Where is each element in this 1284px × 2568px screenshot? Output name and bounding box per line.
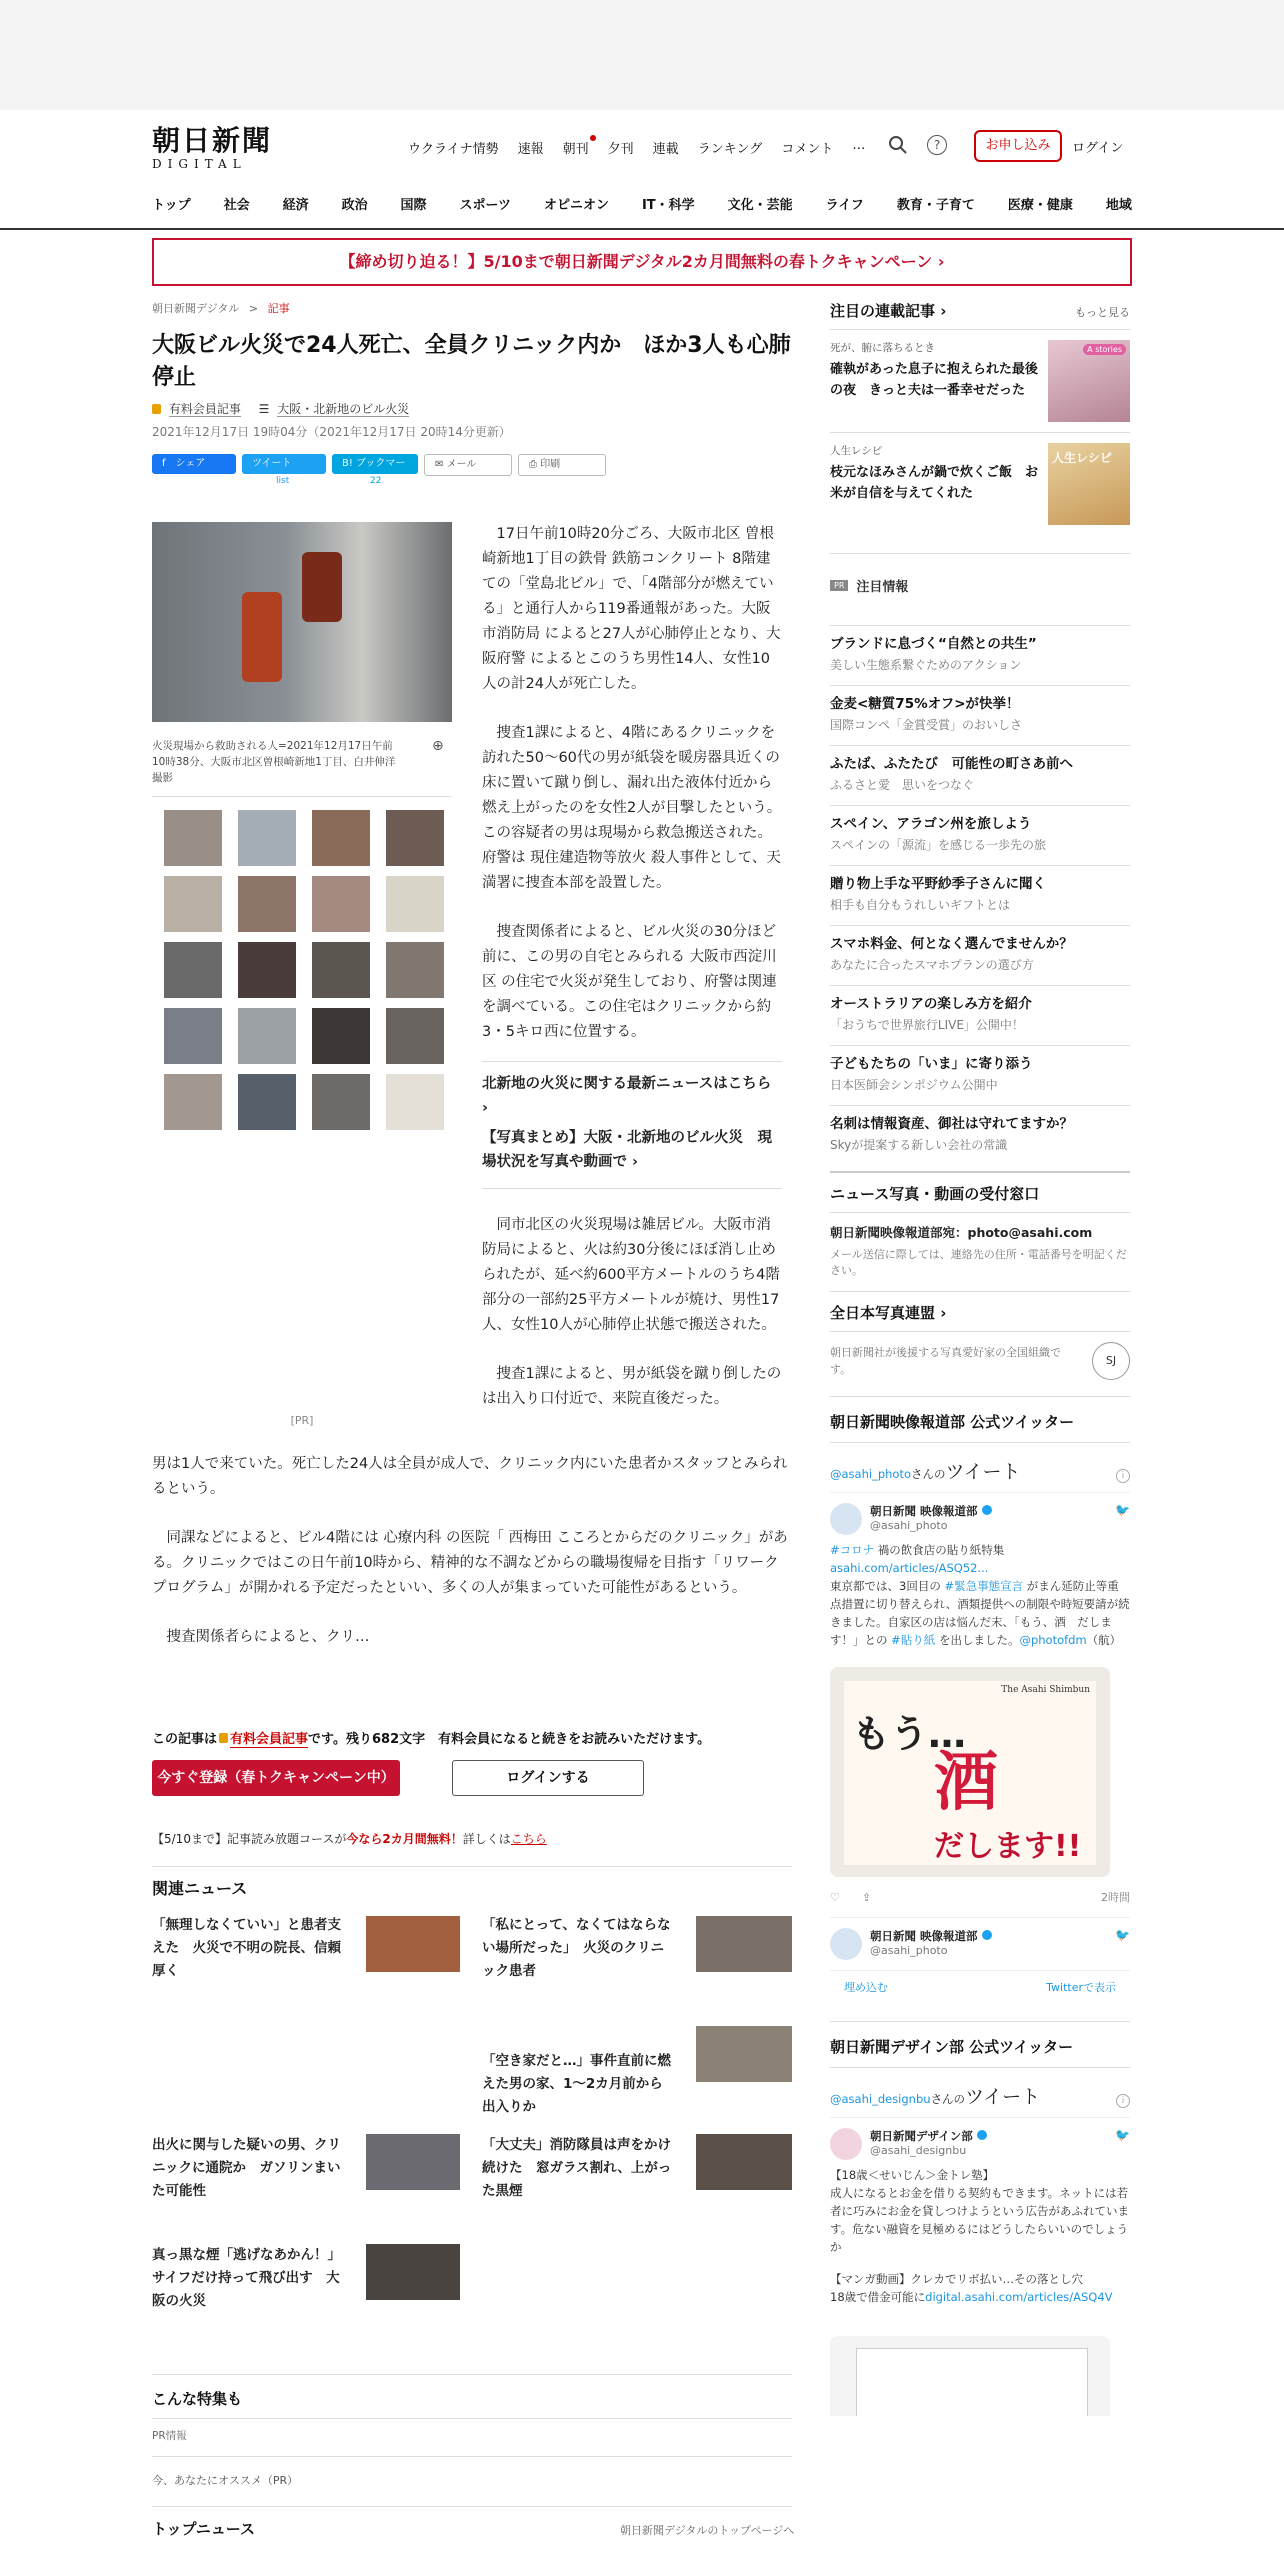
twitter-bird-icon: 🐦 bbox=[1115, 1928, 1130, 1942]
print-label: 印刷 bbox=[540, 459, 561, 470]
site-header bbox=[0, 110, 1284, 230]
attention-sub: 相手も自分もうれしいギフトとは bbox=[830, 898, 1011, 912]
gallery-thumb[interactable] bbox=[312, 1074, 370, 1130]
twitter2-handle-link[interactable]: @asahi_designbu bbox=[830, 2092, 931, 2106]
tweet-author bbox=[870, 1928, 1107, 1960]
attention-sub: スペインの「源流」を感じる一歩先の旅 bbox=[830, 838, 1047, 852]
paywall-notice bbox=[152, 1728, 710, 1747]
photo-heading: ニュース写真・動画の受付窓口 bbox=[830, 1185, 1040, 1203]
top-nav bbox=[408, 138, 884, 157]
topnav-series[interactable]: 連載 bbox=[652, 142, 679, 157]
share-bar bbox=[152, 454, 792, 489]
article-paragraph: 同課などによると、ビル4階には 心療内科 の医院「 西梅田 こころとからだのクリニック」がある。クリニックではこの日午前10時から、精神的な不調などからの職場復帰を目指す「リワークプログラム」が開かれる予定だったといい、多くの人が集まっていた可能性があるという。 bbox=[152, 1530, 788, 1596]
gallery-thumb[interactable] bbox=[238, 810, 296, 866]
tweet-text-part: （航） bbox=[1086, 1633, 1122, 1647]
attention-item[interactable] bbox=[830, 745, 1130, 805]
serial-title: 枝元なほみさんが鍋で炊くご飯 お米が自信を与えてくれた bbox=[830, 465, 1039, 501]
tweet-card bbox=[830, 1917, 1130, 1960]
related-links bbox=[482, 1061, 782, 1174]
tweet-text-line: 【18歳＜せいじん＞金トレ塾】 bbox=[830, 2168, 995, 2182]
tweet-author-name[interactable] bbox=[870, 1503, 1107, 1519]
topnav-morning[interactable]: 朝刊 bbox=[563, 138, 589, 157]
related-title: 「無理しなくていい」と患者支えた 火災で不明の院長、信頼厚く bbox=[152, 1917, 341, 1979]
tweet-card bbox=[830, 2117, 1130, 2160]
breadcrumb bbox=[152, 300, 792, 316]
verified-icon bbox=[982, 1930, 992, 1940]
feature-heading: こんな特集も bbox=[152, 2390, 243, 2408]
serial-thumb bbox=[1048, 443, 1130, 525]
campaign-banner[interactable]: 【締め切り迫る！】5/10まで朝日新聞デジタル2カ月間無料の春トクキャンペーン › bbox=[152, 238, 1132, 286]
poster-red-text: 酒 bbox=[934, 1746, 998, 1820]
list-icon: ☰ bbox=[258, 402, 270, 416]
poster-brand: The Asahi Shimbun bbox=[1001, 1685, 1090, 1695]
search-icon[interactable] bbox=[888, 135, 908, 155]
attention-item[interactable] bbox=[830, 625, 1130, 685]
feature-divider bbox=[152, 2374, 792, 2375]
twitter2-heading: 朝日新聞デザイン部 公式ツイッター bbox=[830, 2038, 1074, 2056]
tweet-timeline-header bbox=[830, 2067, 1130, 2109]
gallery-thumb[interactable] bbox=[238, 1008, 296, 1064]
lock-icon bbox=[219, 1733, 228, 1743]
avatar[interactable] bbox=[830, 2128, 862, 2160]
photo-dept: 朝日新聞映像報道部宛：photo@asahi.com bbox=[830, 1212, 1130, 1241]
twitter-share-group bbox=[242, 454, 326, 486]
cat-region[interactable]: 地域 bbox=[1105, 198, 1132, 213]
serial-badge: 人生レシピ bbox=[1052, 451, 1112, 465]
twitter-bird-icon: 🐦 bbox=[1115, 1503, 1130, 1517]
paid-member-link[interactable]: 有料会員記事 bbox=[230, 1732, 309, 1747]
attention-item[interactable] bbox=[830, 925, 1130, 985]
poster bbox=[844, 1681, 1096, 1865]
attention-heading: 注目情報 bbox=[856, 580, 909, 595]
share-icon[interactable]: ⇪ bbox=[861, 1891, 872, 1904]
tweet-author-handle: @asahi_designbu bbox=[870, 2144, 967, 2157]
avatar[interactable] bbox=[830, 1503, 862, 1535]
attention-sub: 「おうちで世界旅行LIVE」公開中！ bbox=[830, 1018, 1024, 1032]
gallery-thumb[interactable] bbox=[164, 942, 222, 998]
mail-label: メール bbox=[446, 459, 477, 470]
attention-item[interactable] bbox=[830, 865, 1130, 925]
attention-sub: 日本医師会シンポジウム公開中 bbox=[830, 1078, 998, 1092]
pr-tag: PR bbox=[830, 580, 848, 591]
gallery-thumb[interactable] bbox=[164, 1074, 222, 1130]
related-item[interactable] bbox=[152, 2134, 342, 2203]
gallery-divider bbox=[152, 796, 452, 797]
article-paragraph: 捜査関係者によると、ビル火災の30分ほど前に、この男の自宅とみられる 大阪市西淀川区 の住宅で火災が発生しており、府警は関連を調べている。この住宅はクリニックから約3・5キロ西に位置する。 bbox=[482, 924, 777, 1040]
promo-text: 【5/10まで】記事読み放題コースが bbox=[152, 1832, 347, 1846]
tweet-author bbox=[870, 1503, 1107, 1535]
tweet-timeline-header bbox=[830, 1442, 1130, 1484]
twitter-photo-block bbox=[830, 1396, 1130, 2003]
tweet-text-part: 禍の飲食店の貼り紙特集 bbox=[874, 1543, 1005, 1557]
embed-link[interactable]: 埋め込む bbox=[844, 1981, 888, 1994]
gallery-thumb[interactable] bbox=[238, 1074, 296, 1130]
gallery-thumb[interactable] bbox=[164, 1008, 222, 1064]
attention-item[interactable] bbox=[830, 1045, 1130, 1105]
tweet-text-part: 東京都では、3回目の bbox=[830, 1579, 945, 1593]
tweet-author-name[interactable] bbox=[870, 2128, 1107, 2144]
cat-culture[interactable]: 文化・芸能 bbox=[727, 198, 793, 213]
related-heading: 関連ニュース bbox=[152, 1879, 248, 1898]
photo-figure bbox=[302, 552, 342, 622]
latest-news-link[interactable]: 北新地の火災に関する最新ニュースはこちら › bbox=[482, 1076, 772, 1116]
topnews-link[interactable]: 朝日新聞デジタルのトップページへ bbox=[620, 2524, 795, 2537]
tweet-header-text bbox=[830, 2082, 1040, 2109]
photo-gallery bbox=[164, 810, 444, 1140]
tweet-author-handle: @asahi_photo bbox=[870, 1944, 948, 1957]
manga-panel bbox=[856, 2348, 1088, 2416]
twitter1-handle-link[interactable]: @asahi_photo bbox=[830, 1467, 911, 1481]
pr-label: [PR] bbox=[290, 1414, 314, 1427]
attention-title: 子どもたちの「いま」に寄り添う bbox=[830, 1056, 1033, 1072]
serial-text bbox=[830, 340, 1038, 422]
article-dates: 2021年12月17日 19時04分（2021年12月17日 20時14分更新） bbox=[152, 425, 511, 439]
related-thumb[interactable] bbox=[366, 2244, 460, 2300]
gallery-thumb[interactable] bbox=[164, 810, 222, 866]
mail-icon: ✉ bbox=[435, 459, 447, 470]
attention-title: オーストラリアの楽しみ方を紹介 bbox=[830, 996, 1032, 1012]
promo-highlight: 今なら2カ月間無料！ bbox=[346, 1832, 463, 1846]
tweet-header-word: ツイート bbox=[965, 2086, 1041, 2108]
heart-icon[interactable]: ♡ bbox=[830, 1891, 840, 1904]
mention-link[interactable]: @photofdm bbox=[1019, 1633, 1087, 1647]
paywall-text: この記事は bbox=[152, 1732, 218, 1747]
attention-sub: 国際コンペ「金賞受賞」のおいしさ bbox=[830, 718, 1023, 732]
photo-summary-link[interactable]: 【写真まとめ】大阪・北新地のビル火災 現場状況を写真や動画で › bbox=[482, 1130, 772, 1170]
related-title: 真っ黒な煙「逃げなあかん！」サイフだけ持って飛び出す 大阪の火災 bbox=[152, 2247, 341, 2309]
gallery-thumb[interactable] bbox=[386, 1008, 444, 1064]
recommend-label: 今、あなたにオススメ（PR） bbox=[152, 2474, 299, 2487]
help-icon[interactable]: ? bbox=[927, 135, 947, 155]
sidebar bbox=[830, 300, 1130, 2416]
tweet-author-label: 朝日新聞 映像報道部 bbox=[870, 1504, 978, 1518]
federation-heading[interactable]: 全日本写真連盟 › bbox=[830, 1304, 947, 1322]
tweet-image[interactable] bbox=[830, 1667, 1110, 1877]
photo-figure bbox=[242, 592, 282, 682]
facebook-share-button[interactable]: f シェア bbox=[152, 454, 236, 474]
verified-icon bbox=[977, 2130, 987, 2140]
federation-text: 朝日新聞社が後援する写真愛好家の全国組織です。 bbox=[830, 1346, 1061, 1376]
cat-sports[interactable]: スポーツ bbox=[459, 198, 512, 213]
article-paragraph: 捜査1課によると、男が紙袋を蹴り倒したのは出入り口付近で、来院直後だった。 bbox=[482, 1366, 782, 1407]
cat-top[interactable]: トップ bbox=[152, 198, 191, 213]
hashtag-link[interactable]: #貼り紙 bbox=[891, 1633, 936, 1647]
serial-thumb bbox=[1048, 340, 1130, 422]
attention-title: スペイン、アラゴン州を旅しよう bbox=[830, 816, 1032, 832]
tweet-text-line bbox=[830, 2288, 1130, 2306]
article-paragraph: 捜査関係者らによると、クリ… bbox=[166, 1629, 370, 1645]
gallery-thumb[interactable] bbox=[386, 876, 444, 932]
article-continued bbox=[152, 1452, 792, 1650]
feature-divider bbox=[152, 2418, 792, 2419]
federation-row bbox=[830, 1331, 1130, 1380]
mail-share-button[interactable] bbox=[424, 454, 512, 476]
related-thumb[interactable] bbox=[366, 1916, 460, 1972]
cat-society[interactable]: 社会 bbox=[223, 198, 250, 213]
attention-title: スマホ料金、何となく選んでませんか？ bbox=[830, 936, 1073, 952]
tweet-header-word: ツイート bbox=[945, 1461, 1021, 1483]
related-item[interactable] bbox=[152, 2244, 342, 2313]
topnav-comment[interactable]: コメント bbox=[781, 142, 834, 157]
gallery-thumb[interactable] bbox=[386, 942, 444, 998]
paid-label[interactable]: 有料会員記事 bbox=[168, 402, 241, 416]
federation-logo-icon[interactable]: SJ bbox=[1092, 1342, 1130, 1380]
gallery-thumb[interactable] bbox=[386, 1074, 444, 1130]
attention-sub: Skyが提案する新しい会社の常識 bbox=[830, 1138, 1008, 1152]
tweet-count: list bbox=[276, 476, 290, 486]
attention-list bbox=[830, 625, 1130, 1165]
more-menu-icon[interactable]: … bbox=[852, 138, 866, 153]
serial-item[interactable] bbox=[830, 432, 1130, 535]
tweet-text-line: 成人になるとお金を借りる契約もできます。ネットには若者に巧みにお金を貸しつけようという広告があふれています。危ない融資を見極めるにはどうしたらいいのでしょうか bbox=[830, 2186, 1129, 2254]
tweet-header-suffix: さんの bbox=[911, 1467, 946, 1481]
serial-tag: 死が、腑に落ちるとき bbox=[830, 342, 935, 354]
more-link[interactable]: もっと見る bbox=[1075, 306, 1130, 319]
tweet-url-link[interactable]: digital.asahi.com/articles/ASQ4V bbox=[925, 2290, 1113, 2304]
article-paragraph: 男は1人で来ていた。死亡した24人は全員が成人で、クリニック内にいた患者かスタッフとみられるという。 bbox=[152, 1456, 788, 1497]
related-title: 「大丈夫」消防隊員は声をかけ続けた 窓ガラス割れ、上がった黒煙 bbox=[482, 2137, 672, 2199]
tweet-button[interactable]: ツイート bbox=[242, 454, 326, 474]
cat-life[interactable]: ライフ bbox=[825, 198, 864, 213]
tweet-author-name[interactable] bbox=[870, 1928, 1107, 1944]
serial-header bbox=[830, 300, 1130, 329]
attention-item[interactable] bbox=[830, 685, 1130, 745]
related-item[interactable] bbox=[482, 2050, 672, 2119]
serial-title: 確執があった息子に抱えられた最後の夜 きっと夫は一番幸せだった bbox=[830, 362, 1038, 398]
info-icon[interactable]: i bbox=[1116, 2094, 1130, 2108]
breadcrumb-current[interactable]: 記事 bbox=[267, 302, 290, 315]
topnews-heading: トップニュース bbox=[152, 2520, 256, 2538]
gallery-thumb[interactable] bbox=[312, 876, 370, 932]
federation-block bbox=[830, 1291, 1130, 1380]
topnav-ukraine[interactable]: ウクライナ情勢 bbox=[408, 142, 499, 157]
photo-submission bbox=[830, 1171, 1130, 1279]
photo-caption: 火災現場から救助される人=2021年12月17日午前10時38分、大阪市北区曽根崎新地1丁目、白井伸洋撮影 bbox=[152, 740, 396, 784]
photo-note: メール送信に際しては、連絡先の住所・電話番号を明記ください。 bbox=[830, 1248, 1127, 1277]
serial-badge: A stories bbox=[1083, 344, 1126, 355]
gallery-thumb[interactable] bbox=[312, 810, 370, 866]
related-title: 「私にとって、なくてはならない場所だった」 火災のクリニック患者 bbox=[482, 1917, 671, 1979]
zoom-icon[interactable]: ⊕ bbox=[432, 738, 444, 754]
tweet-time[interactable]: 2時間 bbox=[1101, 1891, 1130, 1904]
campaign-promo bbox=[152, 1830, 547, 1847]
related-title: 出火に関与した疑いの男、クリニックに通院か ガソリンまいた可能性 bbox=[152, 2137, 341, 2199]
logo-main: 朝日新聞 bbox=[152, 124, 273, 157]
serial-tag: 人生レシピ bbox=[830, 445, 883, 457]
related-thumb[interactable] bbox=[696, 2026, 792, 2082]
article-text-col bbox=[482, 522, 782, 1412]
attention-sub: 美しい生態系繋ぐためのアクション bbox=[830, 658, 1022, 672]
cat-international[interactable]: 国際 bbox=[400, 198, 427, 213]
tweet-text bbox=[830, 2166, 1130, 2306]
cat-medical[interactable]: 医療・健康 bbox=[1007, 198, 1073, 213]
tweet-text-line: 【マンガ動画】クレカでリボ払い…その落とし穴 bbox=[830, 2272, 1083, 2286]
tweet-text-part: 18歳で借金可能に bbox=[830, 2290, 926, 2304]
hatena-count: 22 bbox=[370, 476, 382, 486]
related-thumb[interactable] bbox=[696, 2134, 792, 2190]
attention-title: 贈り物上手な平野紗季子さんに聞く bbox=[830, 876, 1046, 892]
tweet-author-label: 朝日新聞 映像報道部 bbox=[870, 1929, 978, 1943]
gallery-thumb[interactable] bbox=[386, 810, 444, 866]
promo-link[interactable]: こちら bbox=[510, 1832, 547, 1846]
promo-text: 詳しくは bbox=[462, 1832, 511, 1846]
gallery-thumb[interactable] bbox=[312, 1008, 370, 1064]
site-logo[interactable] bbox=[152, 125, 282, 171]
cat-education[interactable]: 教育・子育て bbox=[896, 198, 975, 213]
related-thumb[interactable] bbox=[696, 1916, 792, 1972]
twitter-bird-icon: 🐦 bbox=[1115, 2128, 1130, 2142]
cat-politics[interactable]: 政治 bbox=[341, 198, 368, 213]
twitter-design-block bbox=[830, 2021, 1130, 2416]
print-button[interactable] bbox=[518, 454, 606, 476]
hatena-share-group bbox=[332, 454, 418, 489]
verified-icon bbox=[982, 1505, 992, 1515]
cat-economy[interactable]: 経済 bbox=[282, 198, 309, 213]
avatar[interactable] bbox=[830, 1928, 862, 1960]
cat-it-science[interactable]: IT・科学 bbox=[641, 198, 695, 213]
tweet-author-label: 朝日新聞デザイン部 bbox=[870, 2129, 973, 2143]
tweet-text-part: を出しました。 bbox=[935, 1633, 1020, 1647]
attention-header bbox=[830, 553, 1130, 595]
attention-sub: あなたに合ったスマホプランの選び方 bbox=[830, 958, 1034, 972]
tweet-text bbox=[830, 1541, 1130, 1649]
related-item[interactable] bbox=[152, 1914, 342, 1983]
related-title: 「空き家だと…」事件直前に燃えた男の家、1～2カ月前から出入りか bbox=[482, 2053, 671, 2115]
topnav-breaking[interactable]: 速報 bbox=[517, 142, 544, 157]
tweet-header-text bbox=[830, 1457, 1021, 1484]
article-paragraph: 17日午前10時20分ごろ、大阪市北区 曽根崎新地1丁目の鉄骨 鉄筋コンクリート 8階建ての「堂島北ビル」で、「4階部分が燃えている」と通行人から119番通報があった。大阪市消防局 によると27人が心肺停止となり、大阪府警 によるとこのうち男性14人、女性10人の計24人が死亡した。 bbox=[482, 526, 781, 692]
attention-item[interactable] bbox=[830, 985, 1130, 1045]
breadcrumb-separator: > bbox=[248, 302, 259, 315]
attention-item[interactable] bbox=[830, 805, 1130, 865]
attention-title: ブランドに息づく“自然との共生” bbox=[830, 636, 1037, 652]
tweet-card bbox=[830, 1492, 1130, 1535]
attention-title: 金麦<糖質75%オフ>が快挙！ bbox=[830, 696, 1020, 712]
login-button[interactable]: ログインする bbox=[452, 1760, 644, 1796]
category-nav bbox=[152, 194, 1132, 213]
paywall-text: です。残り682文字 有料会員になると続きをお読みいただけます。 bbox=[308, 1732, 711, 1747]
gallery-thumb[interactable] bbox=[164, 876, 222, 932]
cat-opinion[interactable]: オピニオン bbox=[543, 198, 609, 213]
top-ad-area bbox=[0, 0, 1284, 110]
poster-bottom-text: だします!! bbox=[934, 1829, 1082, 1864]
serial-heading[interactable]: 注目の連載記事 › bbox=[830, 302, 947, 320]
info-icon[interactable]: i bbox=[1116, 1469, 1130, 1483]
article-column bbox=[152, 300, 792, 489]
tweet-author-handle: @asahi_photo bbox=[870, 1519, 948, 1532]
tweet-text-part: がまん延防止等重点措置に切り替えられ、酒類提供への制限や時短要請が続きました。自家区の店は悩んだ末、「もう、酒 だします！」との bbox=[830, 1579, 1130, 1647]
topnews-divider bbox=[152, 2506, 792, 2507]
topnav-ranking[interactable]: ランキング bbox=[697, 142, 763, 157]
subscribe-button[interactable]: お申し込み bbox=[974, 130, 1062, 162]
related-divider bbox=[152, 1866, 792, 1867]
serial-text bbox=[830, 443, 1038, 525]
related-item[interactable] bbox=[482, 2134, 672, 2203]
serial-item[interactable] bbox=[830, 329, 1130, 432]
tweet-footer bbox=[830, 1970, 1130, 2003]
print-icon: ⎙ bbox=[529, 459, 541, 470]
pr-info-label: PR情報 bbox=[152, 2430, 187, 2442]
links-divider bbox=[482, 1188, 782, 1189]
tweet-url-link[interactable]: asahi.com/articles/ASQ52... bbox=[830, 1561, 989, 1575]
tweet-image[interactable] bbox=[830, 2336, 1110, 2416]
header-icons bbox=[888, 134, 947, 155]
feature-divider bbox=[152, 2456, 792, 2457]
view-on-twitter-link[interactable]: Twitterで表示 bbox=[1046, 1981, 1116, 1994]
login-link[interactable]: ログイン bbox=[1072, 141, 1124, 156]
poster-text: もう… bbox=[852, 1712, 967, 1756]
article-paragraph: 捜査1課によると、4階にあるクリニックを訪れた50～60代の男が紙袋を暖房器具近くの床に置いて蹴り倒し、漏れ出た液体付近から燃え上がったのを女性2人が目撃したという。この容疑者の男は現場から救急搬送された。府警は 現住建造物等放火 殺人事件として、天満署に捜査本部を設置した。 bbox=[482, 725, 782, 891]
topnav-evening[interactable]: 夕刊 bbox=[607, 142, 634, 157]
topic-link[interactable]: 大阪・北新地のビル火災 bbox=[277, 402, 410, 416]
breadcrumb-home[interactable]: 朝日新聞デジタル bbox=[152, 302, 240, 315]
hashtag-link[interactable]: #コロナ bbox=[830, 1543, 875, 1557]
hatena-bookmark-button[interactable]: B! ブックマーク bbox=[332, 454, 418, 474]
gallery-thumb[interactable] bbox=[238, 942, 296, 998]
tweet-author bbox=[870, 2128, 1107, 2160]
article-meta bbox=[152, 400, 792, 417]
main-photo[interactable] bbox=[152, 522, 452, 722]
logo-sub: DIGITAL bbox=[152, 157, 247, 171]
gallery-thumb[interactable] bbox=[238, 876, 296, 932]
tweet-actions-left bbox=[830, 1889, 871, 1905]
attention-item[interactable] bbox=[830, 1105, 1130, 1165]
related-thumb[interactable] bbox=[366, 2134, 460, 2190]
article-title: 大阪ビル火災で24人死亡、全員クリニック内か ほか3人も心肺停止 bbox=[152, 333, 791, 390]
attention-title: ふたば、ふたたび 可能性の町さあ前へ bbox=[830, 756, 1073, 772]
tweet-header-suffix: さんの bbox=[930, 2092, 966, 2106]
article-paragraph: 同市北区の火災現場は雑居ビル。大阪市消防局によると、火は約30分後にほぼ消し止められたが、延べ約600平方メートルのうち4階部分の一部約25平方メートルが焼け、男性17人、女性10人が心肺停止状態で搬送された。 bbox=[482, 1217, 780, 1333]
related-item[interactable] bbox=[482, 1914, 672, 1983]
gallery-thumb[interactable] bbox=[312, 942, 370, 998]
tweet-actions bbox=[830, 1889, 1130, 1905]
attention-sub: ふるさと愛 思いをつなぐ bbox=[830, 778, 975, 792]
attention-title: 名刺は情報資産、御社は守れてますか？ bbox=[830, 1116, 1073, 1132]
lock-icon bbox=[152, 404, 161, 414]
register-button[interactable]: 今すぐ登録（春トクキャンペーン中） bbox=[152, 1760, 400, 1796]
twitter1-heading: 朝日新聞映像報道部 公式ツイッター bbox=[830, 1413, 1075, 1431]
hashtag-link[interactable]: #緊急事態宣言 bbox=[944, 1579, 1024, 1593]
